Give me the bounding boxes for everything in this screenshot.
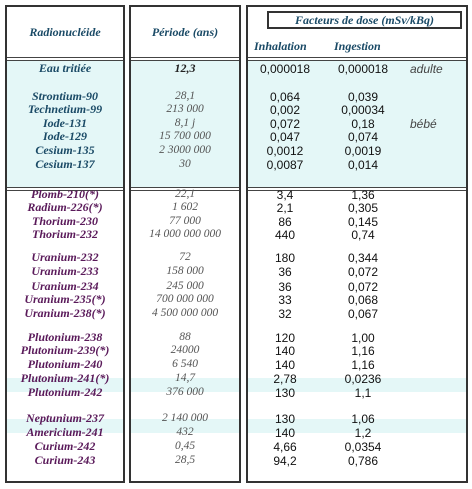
inhalation-value: 32 <box>278 307 292 321</box>
period-value: 2 3000 000 <box>159 144 211 156</box>
radionuclide-name: Iode-131 <box>43 116 87 130</box>
period-value: 213 000 <box>166 103 204 115</box>
period-value: 8,1 j <box>174 117 196 129</box>
inhalation-value: 2,1 <box>276 201 294 215</box>
radionuclide-column <box>5 5 125 483</box>
period-value: 88 <box>179 331 191 343</box>
period-value: 245 000 <box>166 280 204 292</box>
ingestion-value: 0,068 <box>347 293 379 307</box>
inhalation-header: Inhalation <box>254 39 307 53</box>
inhalation-value: 0,064 <box>269 90 301 104</box>
inhalation-value: 130 <box>274 386 296 400</box>
ingestion-value: 0,18 <box>351 117 375 131</box>
period-value: 15 700 000 <box>159 130 211 142</box>
population-note: bébé <box>410 117 437 131</box>
ingestion-value: 0,0236 <box>344 372 382 386</box>
period-value: 14,7 <box>174 372 196 384</box>
ingestion-value: 0,0019 <box>344 144 382 158</box>
ingestion-value: 1,2 <box>354 426 372 440</box>
ingestion-value: 0,305 <box>347 201 379 215</box>
population-note: adulte <box>410 62 443 76</box>
ingestion-value: 0,074 <box>347 130 379 144</box>
inhalation-value: 86 <box>278 215 292 229</box>
radionuclide-name: Radium-226(*) <box>27 200 103 214</box>
radionuclide-name: Plutonium-241(*) <box>20 371 110 385</box>
period-value: 432 <box>176 426 194 438</box>
period-column <box>129 5 241 483</box>
radionuclide-name: Cesium-135 <box>35 143 95 157</box>
ingestion-value: 0,786 <box>347 454 379 468</box>
inhalation-value: 440 <box>274 228 296 242</box>
radionuclide-name: Curium-243 <box>34 453 96 467</box>
ingestion-value: 0,039 <box>347 90 379 104</box>
period-value: 30 <box>179 158 191 170</box>
radionuclide-name: Cesium-137 <box>35 157 95 171</box>
ingestion-value: 1,16 <box>351 358 375 372</box>
period-value: 1 602 <box>172 201 198 213</box>
radionuclide-name: Neptunium-237 <box>25 411 104 425</box>
inhalation-value: 3,4 <box>276 188 294 202</box>
header-divider <box>248 57 466 58</box>
inhalation-value: 36 <box>278 265 292 279</box>
period-value: 72 <box>179 251 191 263</box>
ingestion-value: 1,00 <box>351 331 375 345</box>
radionuclide-name: Eau tritiée <box>38 61 92 75</box>
radionuclide-name: Plutonium-240 <box>27 357 103 371</box>
radionuclide-name: Plomb-210(*) <box>31 187 99 201</box>
period-value: 77 000 <box>169 215 201 227</box>
period-value: 4 500 000 000 <box>151 307 219 319</box>
period-value: 0,45 <box>174 440 196 452</box>
inhalation-value: 0,047 <box>269 130 301 144</box>
ingestion-value: 1,36 <box>351 188 375 202</box>
inhalation-value: 94,2 <box>273 454 297 468</box>
ingestion-value: 1,06 <box>351 412 375 426</box>
inhalation-value: 0,002 <box>269 103 301 117</box>
period-value: 28,5 <box>174 454 196 466</box>
inhalation-value: 140 <box>274 344 296 358</box>
inhalation-value: 33 <box>278 293 292 307</box>
radionuclide-header: Radionucléide <box>29 25 101 39</box>
period-value: 12,3 <box>174 61 196 75</box>
header-divider <box>248 60 466 61</box>
radionuclide-name: Plutonium-238 <box>27 330 103 344</box>
header-divider <box>7 57 123 58</box>
inhalation-value: 4,66 <box>273 440 297 454</box>
ingestion-value: 0,00034 <box>341 103 385 117</box>
period-header: Période (ans) <box>151 25 219 39</box>
period-value: 28,1 <box>174 90 196 102</box>
period-value: 14 000 000 000 <box>149 228 221 240</box>
inhalation-value: 0,000018 <box>259 62 311 76</box>
radionuclide-name: Americium-241 <box>26 425 104 439</box>
dose-factors-column <box>246 5 468 483</box>
inhalation-value: 140 <box>274 358 296 372</box>
radionuclide-name: Plutonium-239(*) <box>20 343 110 357</box>
dose-factors-header: Facteurs de dose (mSv/kBq) <box>267 11 462 29</box>
ingestion-value: 1,16 <box>351 344 375 358</box>
period-value: 6 540 <box>172 358 198 370</box>
radionuclide-name: Uranium-232 <box>31 250 99 264</box>
ingestion-value: 0,74 <box>351 228 375 242</box>
period-value: 158 000 <box>166 265 204 277</box>
ingestion-value: 0,145 <box>347 215 379 229</box>
period-value: 24000 <box>170 344 200 356</box>
inhalation-value: 0,0012 <box>266 144 304 158</box>
ingestion-value: 0,072 <box>347 280 379 294</box>
ingestion-value: 0,067 <box>347 307 379 321</box>
inhalation-value: 120 <box>274 331 296 345</box>
period-value: 22,1 <box>174 188 196 200</box>
ingestion-header: Ingestion <box>334 39 381 53</box>
inhalation-value: 130 <box>274 412 296 426</box>
period-value: 376 000 <box>166 386 204 398</box>
radionuclide-name: Plutonium-242 <box>27 385 103 399</box>
inhalation-value: 0,0087 <box>266 158 304 172</box>
inhalation-value: 0,072 <box>269 117 301 131</box>
radionuclide-name: Curium-242 <box>34 439 96 453</box>
radionuclide-name: Uranium-234 <box>31 279 99 293</box>
header-divider <box>131 57 239 58</box>
radionuclide-name: Uranium-233 <box>31 264 99 278</box>
inhalation-value: 2,78 <box>273 372 297 386</box>
radionuclide-name: Uranium-238(*) <box>24 306 106 320</box>
period-value: 2 140 000 <box>162 412 208 424</box>
radionuclide-name: Technetium-99 <box>27 102 103 116</box>
radionuclide-name: Thorium-230 <box>31 214 98 228</box>
ingestion-value: 0,0354 <box>344 440 382 454</box>
ingestion-value: 0,344 <box>347 251 379 265</box>
ingestion-value: 0,072 <box>347 265 379 279</box>
radionuclide-name: Uranium-235(*) <box>24 292 106 306</box>
ingestion-value: 0,014 <box>347 158 379 172</box>
inhalation-value: 140 <box>274 426 296 440</box>
radionuclide-name: Iode-129 <box>43 129 87 143</box>
radionuclide-name: Thorium-232 <box>31 227 98 241</box>
radionuclide-name: Strontium-90 <box>31 89 99 103</box>
ingestion-value: 1,1 <box>354 386 372 400</box>
inhalation-value: 36 <box>278 280 292 294</box>
period-value: 700 000 000 <box>156 293 214 305</box>
inhalation-value: 180 <box>274 251 296 265</box>
ingestion-value: 0,000018 <box>337 62 389 76</box>
